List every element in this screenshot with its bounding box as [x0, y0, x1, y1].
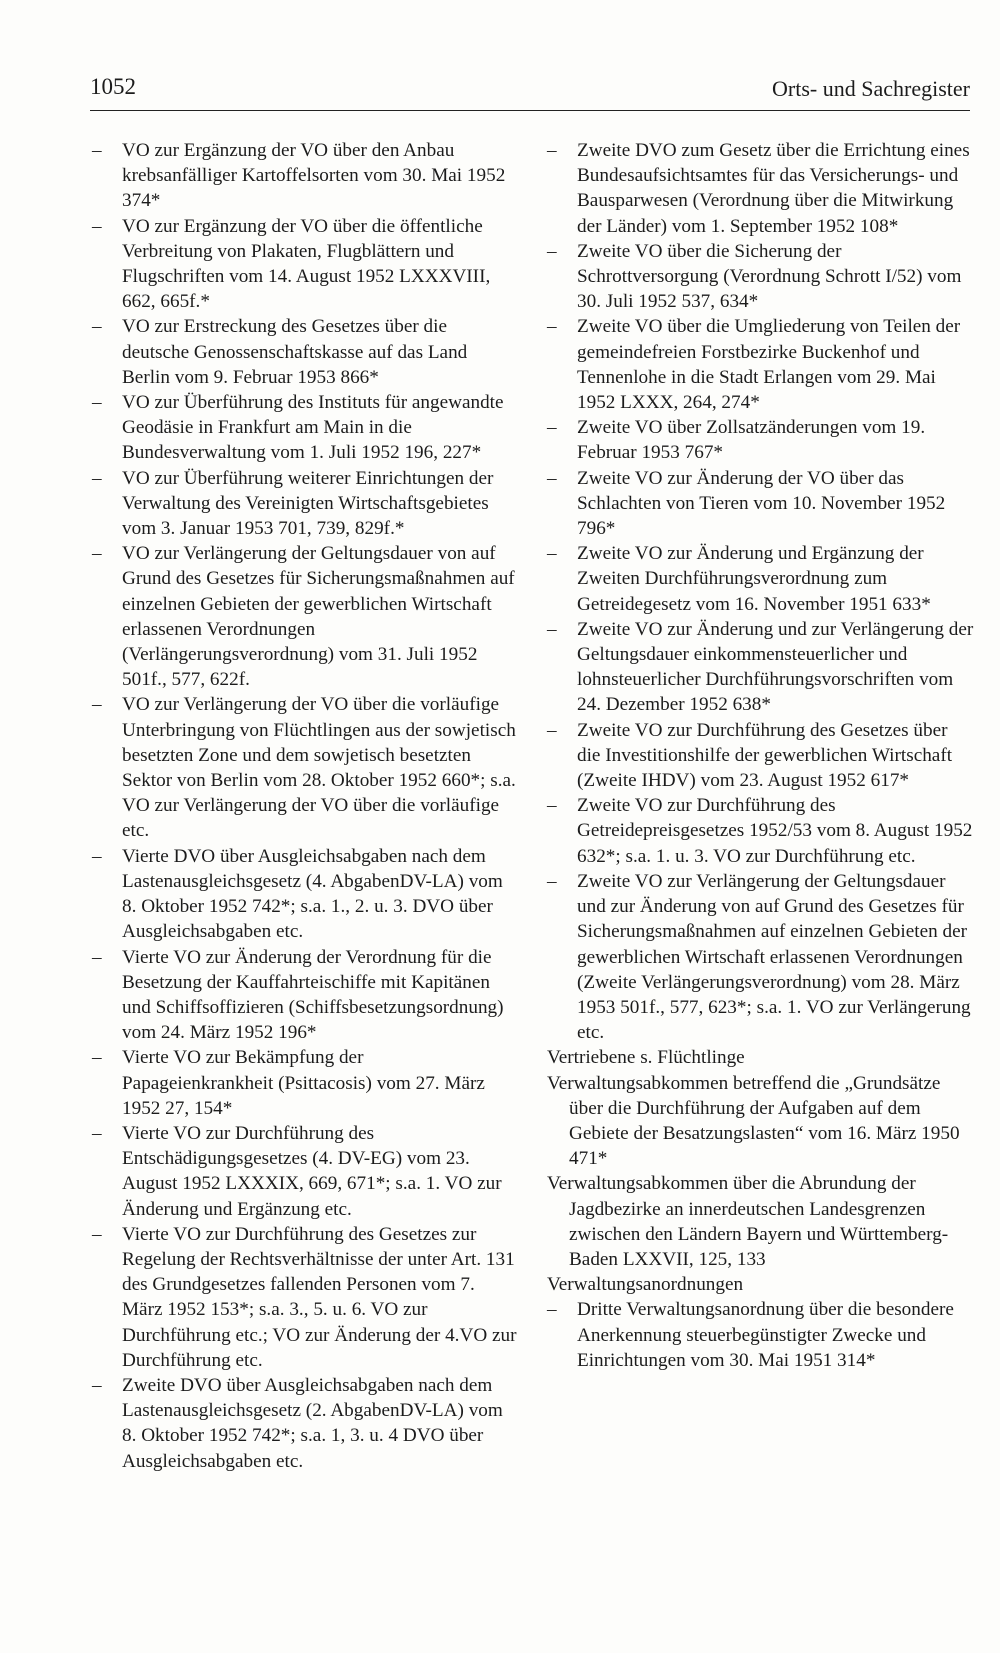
entry-text: Vierte VO zur Änderung der Verordnung für die Besetzung der Kauffahrteischiffe mit Kapitänen und Schiffsoffizieren (Schiffsbesetzungsordnung) vom 24. März 1952 196*: [122, 946, 504, 1044]
entry-dash: –: [547, 543, 557, 565]
entry-dash: –: [92, 1223, 102, 1245]
entry-text: Verwaltungsabkommen betreffend die „Grundsätze über die Durchführung der Aufgaben auf dem Gebiete der Besatzungslasten“ vom 16. März 1950 471*: [547, 1072, 960, 1170]
left-column: [92, 138, 517, 1474]
entry-dash: –: [547, 316, 557, 338]
index-subentry: [92, 692, 517, 843]
entry-dash: –: [92, 215, 102, 237]
entry-text: Zweite VO zur Durchführung des Gesetzes über die Investitionshilfe der gewerblichen Wirtschaft (Zweite IHDV) vom 23. August 1952 617*: [577, 719, 953, 792]
entry-text: VO zur Überführung des Instituts für angewandte Geodäsie in Frankfurt am Main in die Bundesverwaltung vom 1. Juli 1952 196, 227*: [122, 392, 504, 464]
index-subentry: [92, 945, 517, 1046]
entry-dash: –: [92, 1374, 102, 1396]
entry-dash: –: [92, 140, 102, 161]
index-main-entry: [547, 1272, 974, 1297]
entry-text: VO zur Erstreckung des Gesetzes über die deutsche Genossenschaftskasse auf das Land Berlin vom 9. Februar 1953 866*: [122, 316, 468, 388]
entry-text: VO zur Überführung weiterer Einrichtungen der Verwaltung des Vereinigten Wirtschaftsgebietes vom 3. Januar 1953 701, 739, 829f.*: [122, 467, 494, 540]
entry-text: VO zur Verlängerung der VO über die vorläufige Unterbringung von Flüchtlingen aus der sowjetisch besetzten Zone und dem sowjetisch besetzten Sektor von Berlin vom 28. Oktober 1952 660*; s.a. VO zur Verlängerung der VO über die vorläufige etc.: [122, 694, 516, 842]
running-head: Orts- und Sachregister: [772, 76, 970, 101]
entry-dash: –: [92, 316, 102, 338]
entry-dash: –: [547, 719, 557, 741]
index-subentry: [547, 138, 974, 239]
index-main-entry: [547, 1045, 974, 1070]
entry-text: Vierte VO zur Durchführung des Entschädigungsgesetzes (4. DV-EG) vom 23. August 1952 LXXXIX, 669, 671*; s.a. 1. VO zur Änderung und Ergänzung etc.: [122, 1122, 502, 1220]
index-subentry: [92, 466, 517, 542]
index-subentry: [92, 1045, 517, 1121]
entry-dash: –: [547, 870, 557, 892]
entry-text: Zweite VO zur Durchführung des Getreidepreisgesetzes 1952/53 vom 8. August 1952 632*; s.a. 1. u. 3. VO zur Durchführung etc.: [577, 795, 973, 867]
entry-dash: –: [92, 845, 102, 867]
entry-text: Zweite VO zur Änderung der VO über das Schlachten von Tieren vom 10. November 1952 796*: [577, 467, 946, 540]
entry-text: Zweite VO über die Umgliederung von Teilen der gemeindefreien Forstbezirke Buckenhof und Tennenlohe in die Stadt Erlangen vom 29. Mai 1952 LXXX, 264, 274*: [577, 316, 961, 414]
entry-text: VO zur Ergänzung der VO über die öffentliche Verbreitung von Plakaten, Flugblättern und Flugschriften vom 14. August 1952 LXXXVIII, 662, 665f.*: [122, 215, 491, 313]
index-subentry: [547, 314, 974, 415]
entry-text: Zweite VO über Zollsatzänderungen vom 19. Februar 1953 767*: [577, 417, 926, 464]
index-subentry: [547, 718, 974, 794]
entry-dash: –: [547, 240, 557, 262]
page-header: [90, 74, 970, 111]
entry-text: Dritte Verwaltungsanordnung über die besondere Anerkennung steuerbegünstigter Zwecke und Einrichtungen vom 30. Mai 1951 314*: [577, 1299, 954, 1371]
index-subentry: [547, 869, 974, 1045]
entry-text: Zweite DVO zum Gesetz über die Errichtung eines Bundesaufsichtsamtes für das Versicherungs- und Bausparwesen (Verordnung über die Mitwirkung der Länder) vom 1. September 1952 108*: [577, 140, 970, 237]
right-column: [547, 138, 974, 1373]
entry-dash: –: [92, 1122, 102, 1144]
index-main-entry: [547, 1171, 974, 1272]
entry-dash: –: [547, 618, 557, 640]
entry-dash: –: [92, 543, 102, 565]
index-subentry: [92, 390, 517, 466]
entry-text: VO zur Verlängerung der Geltungsdauer von auf Grund des Gesetzes für Sicherungsmaßnahmen auf einzelnen Gebieten der gewerblichen Wirtschaft erlassenen Verordnungen (Verlängerungsverordnung) vom 31. Juli 1952 501f., 577, 622f.: [122, 543, 515, 691]
index-main-entry: [547, 1071, 974, 1172]
entry-dash: –: [547, 140, 557, 161]
entry-text: Zweite VO zur Änderung und zur Verlängerung der Geltungsdauer einkommensteuerlicher und lohnsteuerlicher Durchführungsvorschriften vom 24. Dezember 1952 638*: [577, 618, 974, 716]
index-subentry: [547, 617, 974, 718]
index-subentry: [92, 1373, 517, 1474]
index-subentry: [92, 541, 517, 692]
index-subentry: [547, 415, 974, 465]
entry-dash: –: [547, 1299, 557, 1321]
index-subentry: [92, 1121, 517, 1222]
page-number: 1052: [90, 74, 136, 99]
entry-dash: –: [92, 1047, 102, 1069]
index-subentry: [547, 1297, 974, 1373]
index-subentry: [92, 1222, 517, 1373]
entry-text: Zweite VO zur Änderung und Ergänzung der Zweiten Durchführungsverordnung zum Getreidegesetz vom 16. November 1951 633*: [577, 543, 931, 615]
entry-text: Zweite VO zur Verlängerung der Geltungsdauer und zur Änderung von auf Grund des Gesetzes für Sicherungsmaßnahmen auf einzelnen Gebieten der gewerblichen Wirtschaft erlassenen Verordnungen (Zweite Verlängerungsverordnung) vom 28. März 1953 501f., 577, 623*; s.a. 1. VO zur Verlängerung etc.: [577, 870, 971, 1044]
index-subentry: [92, 138, 517, 214]
entry-dash: –: [92, 467, 102, 489]
entry-text: Vierte DVO über Ausgleichsabgaben nach dem Lastenausgleichsgesetz (4. AbgabenDV-LA) vom 8. Oktober 1952 742*; s.a. 1., 2. u. 3. DVO über Ausgleichsabgaben etc.: [122, 845, 503, 943]
index-subentry: [547, 793, 974, 869]
entry-text: Verwaltungsabkommen über die Abrundung der Jagdbezirke an innerdeutschen Landesgrenzen zwischen den Ländern Bayern und Württemberg-Baden LXXVII, 125, 133: [547, 1173, 949, 1270]
index-subentry: [92, 844, 517, 945]
entry-text: Vertriebene s. Flüchtlinge: [547, 1047, 745, 1069]
entry-text: VO zur Ergänzung der VO über den Anbau krebsanfälliger Kartoffelsorten vom 30. Mai 1952 374*: [122, 140, 506, 212]
entry-text: Vierte VO zur Durchführung des Gesetzes zur Regelung der Rechtsverhältnisse der unter Art. 131 des Grundgesetzes fallenden Personen vom 7. März 1952 153*; s.a. 3., 5. u. 6. VO zur Durchführung etc.; VO zur Änderung der 4.VO zur Durchführung etc.: [122, 1223, 517, 1371]
entry-dash: –: [547, 795, 557, 817]
index-subentry: [92, 314, 517, 390]
index-subentry: [547, 541, 974, 617]
entry-dash: –: [92, 946, 102, 968]
entry-dash: –: [92, 694, 102, 716]
entry-text: Verwaltungsanordnungen: [547, 1274, 744, 1296]
entry-text: Zweite VO über die Sicherung der Schrottversorgung (Verordnung Schrott I/52) vom 30. Juli 1952 537, 634*: [577, 240, 962, 313]
entry-dash: –: [547, 467, 557, 489]
index-subentry: [547, 239, 974, 315]
entry-dash: –: [547, 417, 557, 439]
entry-text: Zweite DVO über Ausgleichsabgaben nach dem Lastenausgleichsgesetz (2. AbgabenDV-LA) vom 8. Oktober 1952 742*; s.a. 1, 3. u. 4 DVO über Ausgleichsabgaben etc.: [122, 1374, 503, 1472]
entry-text: Vierte VO zur Bekämpfung der Papageienkrankheit (Psittacosis) vom 27. März 1952 27, 154*: [122, 1047, 485, 1119]
index-subentry: [92, 214, 517, 315]
index-subentry: [547, 466, 974, 542]
entry-dash: –: [92, 392, 102, 414]
